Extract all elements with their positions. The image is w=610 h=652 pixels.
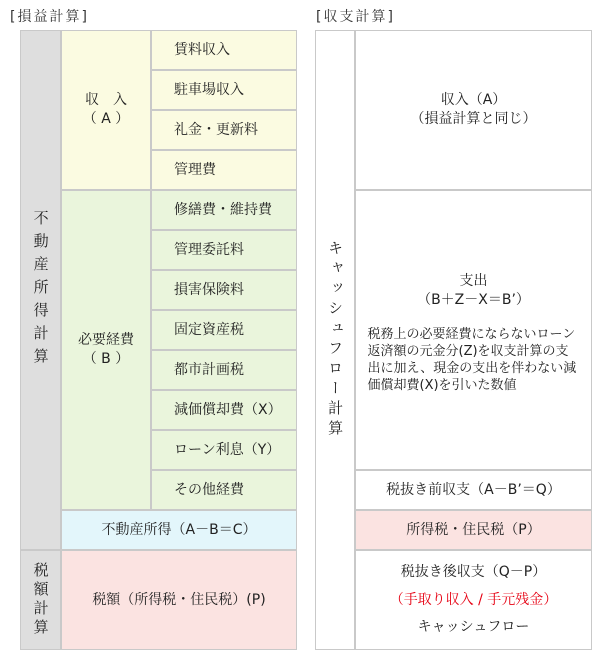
expense-item: その他経費	[151, 470, 297, 510]
net-cash-label: 手取り収入 / 手元残金	[403, 591, 544, 608]
cashflow-expense-line1: 支出	[459, 272, 488, 289]
expense-label-line1: 必要経費	[78, 332, 134, 349]
expense-item: 修繕費・維持費	[151, 190, 297, 230]
income-tax-row: 所得税・住民税（P）	[355, 510, 592, 550]
tax-side-label: 税額計算	[20, 550, 61, 650]
income-item: 駐車場収入	[151, 70, 297, 110]
net-cash-close-paren: ）	[543, 591, 558, 608]
income-item: 管理費	[151, 150, 297, 190]
cashflow-income-line2: （損益計算と同じ）	[410, 111, 537, 127]
expense-item: ローン利息（Y）	[151, 430, 297, 470]
cash-flow-label: キャッシュフロー	[417, 619, 530, 636]
cashflow-side-label: キャッシュフロー計算	[315, 30, 355, 650]
income-label-line2: （ A ）	[82, 111, 130, 127]
income-item: 礼金・更新料	[151, 110, 297, 150]
expense-label	[61, 190, 151, 510]
after-tax-balance-cell	[355, 550, 592, 650]
expense-item: 管理委託料	[151, 230, 297, 270]
real-estate-income-side-label: 不動産所得計算	[20, 30, 61, 550]
income-item: 賃料収入	[151, 30, 297, 70]
cashflow-heading: [収支計算]	[316, 9, 395, 25]
real-estate-income-row: 不動産所得（A－B＝C）	[61, 510, 297, 550]
cashflow-income-cell	[355, 30, 592, 190]
expense-item: 減価償却費（X）	[151, 390, 297, 430]
cashflow-expense-line2: （B＋Z－X＝B’）	[417, 291, 530, 308]
profit-loss-heading: [損益計算]	[10, 9, 89, 25]
cashflow-expense-cell	[355, 190, 592, 470]
tax-amount-row: 税額（所得税・住民税）(P)	[61, 550, 297, 650]
net-cash-line	[390, 591, 558, 610]
cashflow-expense-note: 税務上の必要経費にならないローン返済額の元金分(Z)を収支計算の支出に加え、現金の支出を伴わない減価償却費(X)を引いた数値	[367, 326, 577, 394]
after-tax-balance-label: 税抜き後収支（Q－P）	[400, 563, 547, 580]
expense-item: 都市計画税	[151, 350, 297, 390]
expense-item: 損害保険料	[151, 270, 297, 310]
pretax-balance-row: 税抜き前収支（A－B’＝Q）	[355, 470, 592, 510]
net-cash-open-paren: （	[389, 591, 404, 608]
expense-label-line2: （ B ）	[82, 351, 130, 367]
cashflow-income-line1: 収入（A）	[440, 92, 507, 109]
income-label-line1: 収 入	[85, 92, 127, 109]
income-label	[61, 30, 151, 190]
expense-item: 固定資産税	[151, 310, 297, 350]
